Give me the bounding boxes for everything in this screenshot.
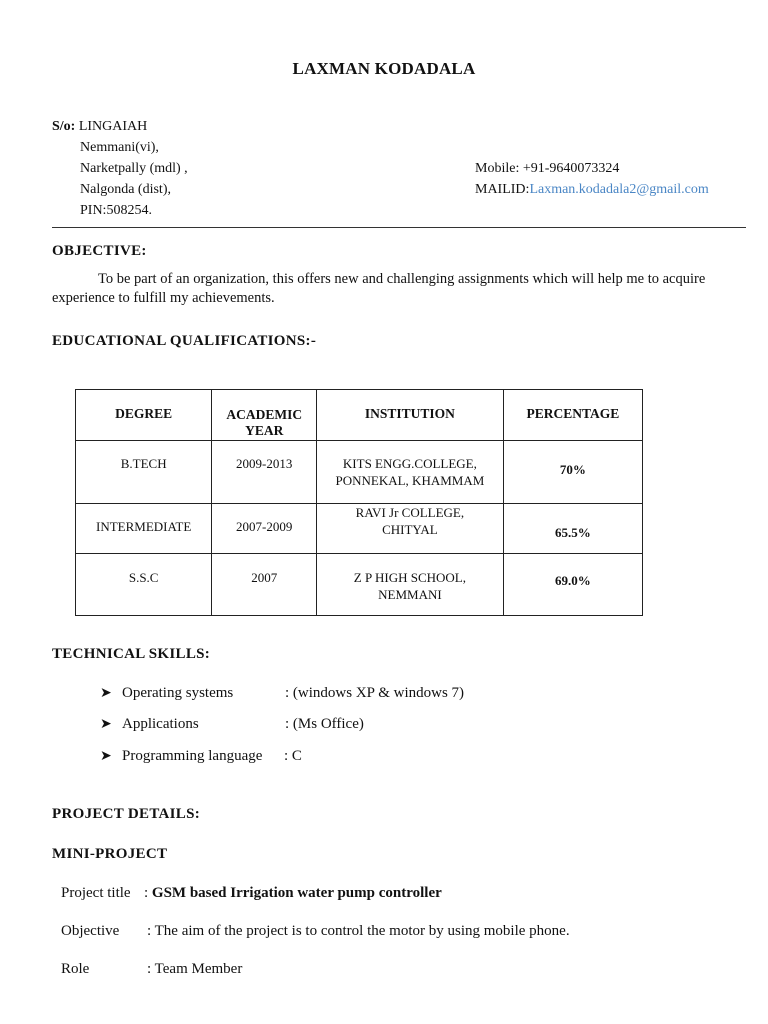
education-table	[75, 389, 643, 616]
column-header: DEGREE	[76, 390, 212, 441]
project-role-value: : Team Member	[147, 961, 243, 977]
year-cell: 2009-2013	[212, 441, 317, 504]
project-objective-label: Objective	[61, 923, 120, 939]
year-cell: 2007	[212, 554, 317, 616]
percentage-cell: 70%	[503, 441, 642, 504]
candidate-name: LAXMAN KODADALA	[292, 59, 476, 78]
year-cell: 2007-2009	[212, 504, 317, 554]
header-divider	[52, 227, 746, 228]
so-label: S/o:	[52, 119, 76, 134]
skill-label: Programming language	[122, 748, 263, 764]
table-header-row	[76, 390, 643, 441]
percentage-cell: 69.0%	[503, 554, 642, 616]
list-item	[100, 716, 112, 733]
email-link[interactable]: Laxman.kodadala2@gmail.com	[529, 182, 709, 197]
degree-cell: B.TECH	[76, 441, 212, 504]
education-heading: EDUCATIONAL QUALIFICATIONS:-	[52, 333, 317, 349]
institution-line: NEMMANI	[378, 587, 442, 602]
father-name: LINGAIAH	[78, 119, 148, 134]
column-header: ACADEMIC YEAR	[212, 390, 317, 441]
institution-line: PONNEKAL, KHAMMAM	[335, 473, 485, 488]
column-header: INSTITUTION	[317, 390, 504, 441]
mail-label: MAILID:	[475, 182, 530, 197]
project-heading: PROJECT DETAILS:	[52, 806, 201, 822]
bullet-arrow-icon: ➤	[100, 717, 112, 732]
mobile-number: Mobile: +91-9640073324	[475, 161, 620, 176]
table-row	[76, 504, 643, 554]
address-line: Narketpally (mdl) ,	[80, 161, 188, 176]
column-header: PERCENTAGE	[503, 390, 642, 441]
percentage-cell: 65.5%	[503, 504, 642, 554]
institution-line: KITS ENGG.COLLEGE,	[342, 456, 477, 471]
skill-value: : C	[284, 748, 302, 764]
table-row	[76, 441, 643, 504]
project-role-label: Role	[61, 961, 90, 977]
address-line: PIN:508254.	[80, 203, 152, 218]
list-item	[100, 685, 112, 702]
objective-heading: OBJECTIVE:	[52, 243, 147, 259]
skill-label: Applications	[122, 716, 199, 732]
degree-cell: S.S.C	[76, 554, 212, 616]
table-row	[76, 554, 643, 616]
address-line: Nalgonda (dist),	[80, 182, 171, 197]
project-title-value: GSM based Irrigation water pump controller	[151, 885, 442, 901]
project-objective-value: : The aim of the project is to control the motor by using mobile phone.	[147, 923, 570, 939]
institution-cell	[317, 441, 504, 504]
project-title-label: Project title	[61, 885, 131, 901]
bullet-arrow-icon: ➤	[100, 686, 112, 701]
list-item	[100, 748, 112, 765]
skill-value: : (windows XP & windows 7)	[285, 685, 465, 701]
bullet-arrow-icon: ➤	[100, 749, 112, 764]
institution-line: RAVI Jr COLLEGE,	[355, 505, 465, 520]
skills-heading: TECHNICAL SKILLS:	[52, 646, 211, 662]
institution-line: Z P HIGH SCHOOL,	[353, 570, 466, 585]
address-line: Nemmani(vi),	[80, 140, 159, 155]
degree-cell: INTERMEDIATE	[76, 504, 212, 554]
mini-project-heading: MINI-PROJECT	[52, 846, 168, 862]
skill-label: Operating systems	[122, 685, 234, 701]
objective-text: To be part of an organization, this offers new and challenging assignments which will help me to acquire experience to fulfill my achievements.	[52, 271, 706, 306]
institution-cell	[317, 504, 504, 554]
skill-value: : (Ms Office)	[285, 716, 364, 732]
institution-cell	[317, 554, 504, 616]
institution-line: CHITYAL	[382, 522, 438, 537]
